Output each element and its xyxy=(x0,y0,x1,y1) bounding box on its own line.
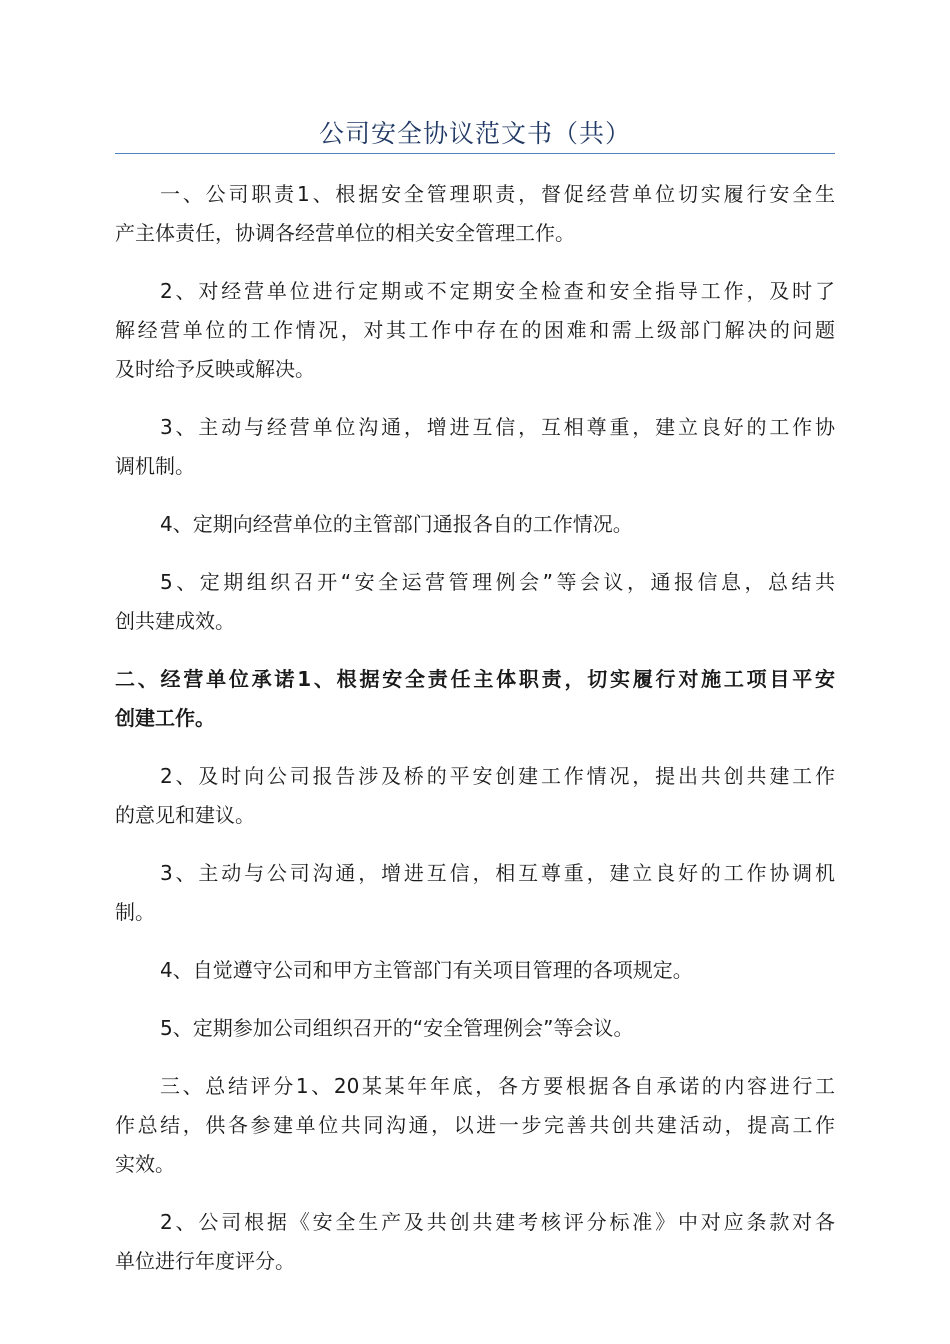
paragraph-line: 创建工作。 xyxy=(115,706,215,730)
body-paragraph xyxy=(115,175,835,253)
body-paragraph xyxy=(115,1203,835,1281)
paragraph-line: 二、经营单位承诺1、根据安全责任主体职责，切实履行对施工项目平安 xyxy=(115,667,835,691)
body-paragraph xyxy=(115,563,835,641)
body-paragraph xyxy=(115,272,835,389)
paragraph-line: 2、公司根据《安全生产及共创共建考核评分标准》中对应条款对各 xyxy=(160,1210,835,1234)
paragraph-line: 3、主动与公司沟通，增进互信，相互尊重，建立良好的工作协调机 xyxy=(160,861,835,885)
body-paragraph xyxy=(115,408,835,486)
paragraph-line: 制。 xyxy=(115,900,155,924)
body-paragraph xyxy=(115,854,835,932)
paragraph-line: 2、对经营单位进行定期或不定期安全检查和安全指导工作，及时了 xyxy=(160,279,835,303)
body-paragraph xyxy=(115,951,835,990)
paragraph-line: 4、自觉遵守公司和甲方主管部门有关项目管理的各项规定。 xyxy=(160,958,693,982)
paragraph-line: 4、定期向经营单位的主管部门通报各自的工作情况。 xyxy=(160,512,633,536)
document-body xyxy=(115,175,835,1300)
document-title: 公司安全协议范文书（共） xyxy=(318,119,631,148)
paragraph-line: 单位进行年度评分。 xyxy=(115,1249,295,1273)
paragraph-line: 产主体责任，协调各经营单位的相关安全管理工作。 xyxy=(115,221,575,245)
paragraph-line: 3、主动与经营单位沟通，增进互信，互相尊重，建立良好的工作协 xyxy=(160,415,835,439)
body-paragraph xyxy=(115,1067,835,1184)
body-paragraph xyxy=(115,505,835,544)
paragraph-line: 作总结，供各参建单位共同沟通，以进一步完善共创共建活动，提高工作 xyxy=(115,1113,835,1137)
paragraph-line: 5、定期组织召开“安全运营管理例会”等会议，通报信息，总结共 xyxy=(160,570,835,594)
paragraph-line: 三、总结评分1、20某某年年底，各方要根据各自承诺的内容进行工 xyxy=(160,1074,835,1098)
paragraph-line: 一、公司职责1、根据安全管理职责，督促经营单位切实履行安全生 xyxy=(160,182,835,206)
paragraph-line: 的意见和建议。 xyxy=(115,803,255,827)
body-paragraph xyxy=(115,1009,835,1048)
paragraph-line: 2、及时向公司报告涉及桥的平安创建工作情况，提出共创共建工作 xyxy=(160,764,835,788)
section-heading-paragraph xyxy=(115,660,835,738)
paragraph-line: 实效。 xyxy=(115,1152,175,1176)
title-underline xyxy=(115,153,835,154)
paragraph-line: 5、定期参加公司组织召开的“安全管理例会”等会议。 xyxy=(160,1016,634,1040)
paragraph-line: 及时给予反映或解决。 xyxy=(115,357,315,381)
paragraph-line: 解经营单位的工作情况，对其工作中存在的困难和需上级部门解决的问题 xyxy=(115,318,835,342)
paragraph-line: 调机制。 xyxy=(115,454,195,478)
body-paragraph xyxy=(115,757,835,835)
paragraph-line: 创共建成效。 xyxy=(115,609,235,633)
